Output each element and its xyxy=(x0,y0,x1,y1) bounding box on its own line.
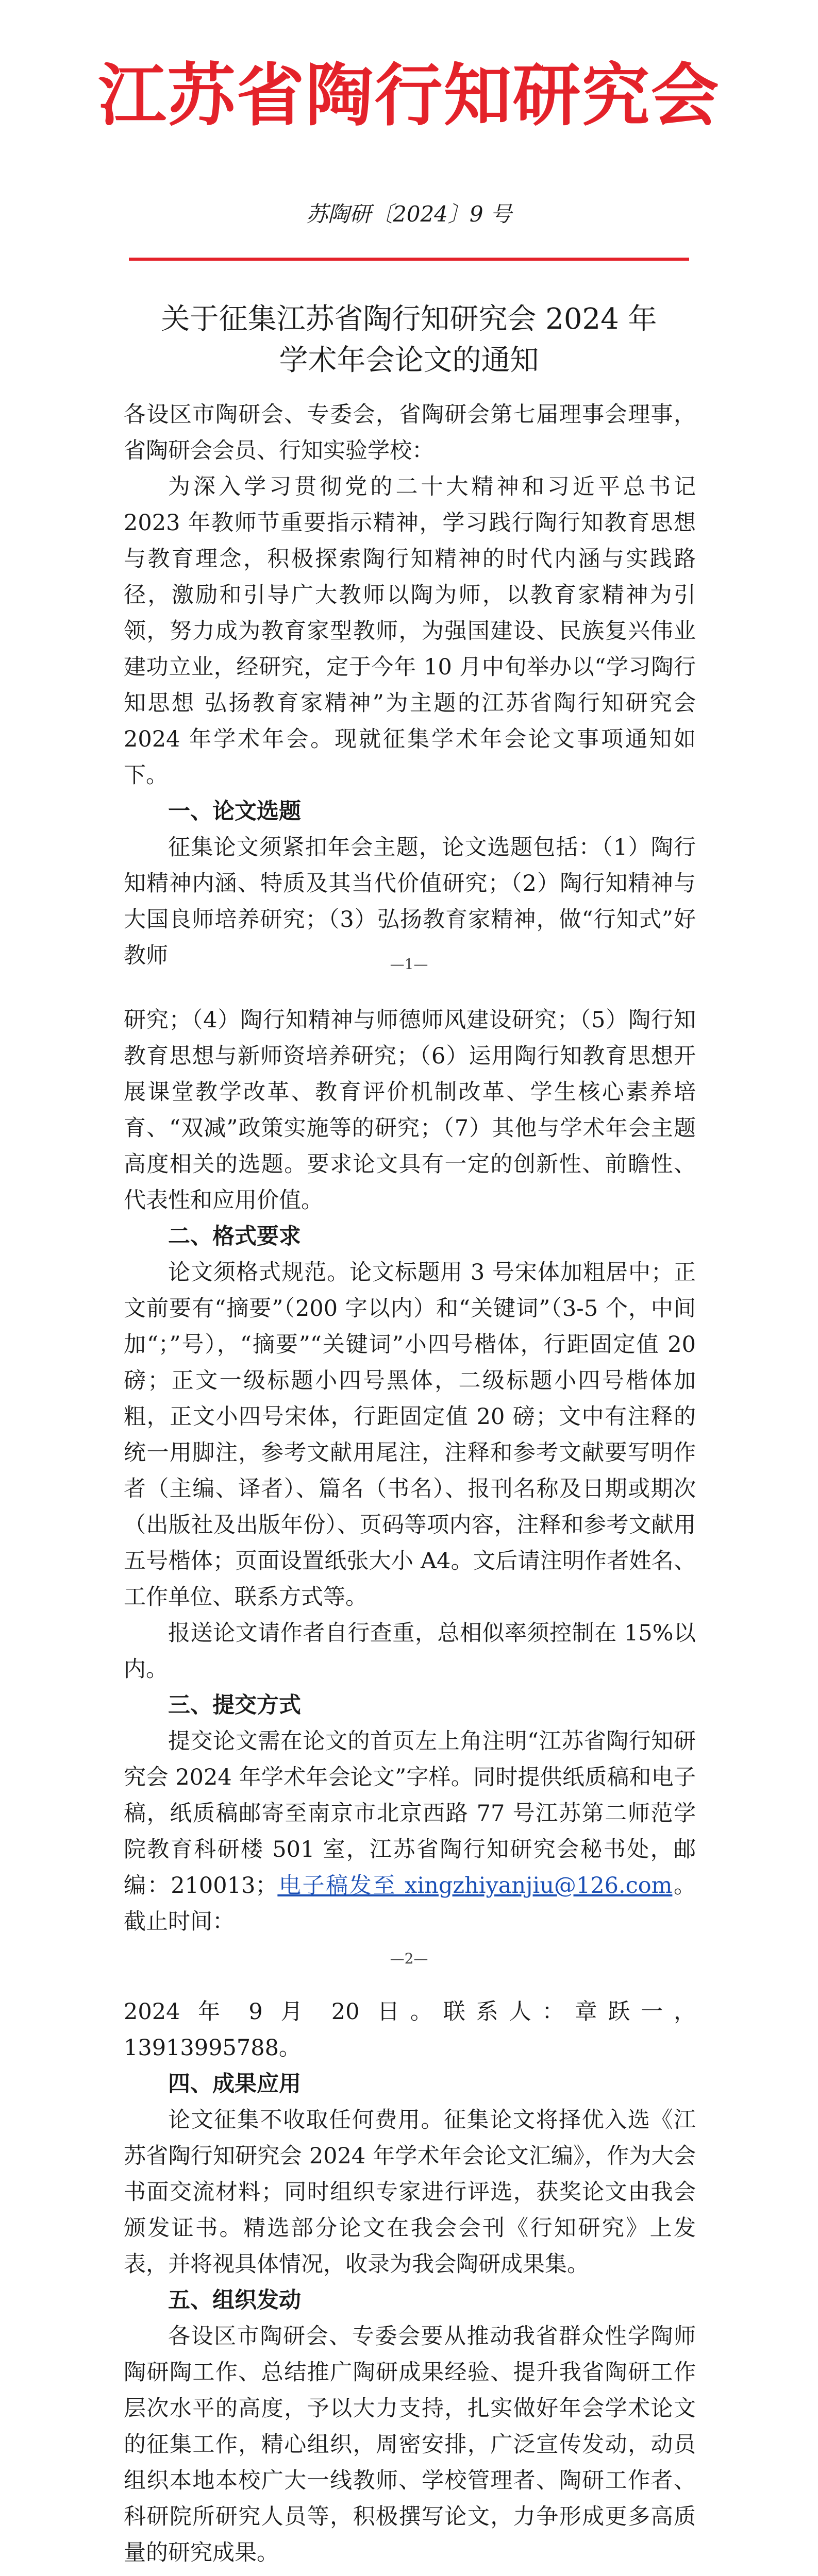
email-link[interactable]: 电子稿发至 xingzhiyanjiu@126.com xyxy=(277,1873,673,1899)
section-1-heading: 一、论文选题 xyxy=(168,799,301,824)
addressee: 各设区市陶研会、专委会，省陶研会第七届理事会理事，省陶研会会员、行知实验学校： xyxy=(124,402,696,464)
red-divider xyxy=(129,258,689,261)
page-3-body xyxy=(124,1994,696,2576)
section-5-paragraph-1: 各设区市陶研会、专委会要从推动我省群众性学陶师陶研陶工作、总结推广陶研成果经验、提升我省陶研工作层次水平的高度，予以大力支持，扎实做好年会学术论文的征集工作，精心组织，周密安排，广泛宣传发动，动员组织本地本校广大一线教师、学校管理者、陶研工作者、科研院所研究人员等，积极撰写论文，力争形成更多高质量的研究成果。 xyxy=(124,2324,696,2566)
section-5-paragraph-2 xyxy=(124,2571,696,2576)
section-3-text: 提交论文需在论文的首页左上角注明“江苏省陶行知研究会 2024 年学术年会论文”字样。同时提供纸质稿和电子稿，纸质稿邮寄至南京市北京西路 77 号江苏第二师范学院教育科研楼 501 室，江苏省陶行知研究会秘书处，邮编：210013； xyxy=(124,1728,696,1899)
page-1-body xyxy=(124,397,696,974)
document-number: 苏陶研〔2024〕9 号 xyxy=(306,201,512,227)
section-4-heading: 四、成果应用 xyxy=(168,2071,301,2097)
section-1-paragraph-part2: 研究；（4）陶行知精神与师德师风建设研究；（5）陶行知教育思想与新师资培养研究；（6）运用陶行知教育思想开展课堂教学改革、教育评价机制改革、学生核心素养培育、“双减”政策实施等的研究；（7）其他与学术年会主题高度相关的选题。要求论文具有一定的创新性、前瞻性、代表性和应用价值。 xyxy=(124,1007,696,1213)
section-2-paragraph-1: 论文须格式规范。论文标题用 3 号宋体加粗居中；正文前要有“摘要”（200 字以内）和“关键词”（3-5 个，中间加“；”号），“摘要”“关键词”小四号楷体，行距固定值 20 磅；正文一级标题小四号黑体，二级标题小四号楷体加粗，正文小四号宋体，行距固定值 20 磅；文中有注释的统一用脚注，参考文献用尾注，注释和参考文献要写明作者（主编、译者）、篇名（书名）、报刊名称及日期或期次（出版社及出版年份）、页码等项内容，注释和参考文献用五号楷体；页面设置纸张大小 A4。文后请注明作者姓名、工作单位、联系方式等。 xyxy=(124,1260,696,1610)
section-3-paragraph xyxy=(124,1723,696,1940)
notice-title xyxy=(103,299,715,381)
section-5-heading: 五、组织发动 xyxy=(168,2287,301,2313)
notice-title-line-2: 学术年会论文的通知 xyxy=(279,344,539,377)
section-2-paragraph-2: 报送论文请作者自行查重，总相似率须控制在 15%以内。 xyxy=(124,1620,696,1682)
page-2-body xyxy=(124,1002,696,1940)
org-header-title: 江苏省陶行知研究会 xyxy=(98,56,720,135)
section-3-text-tail: 。截止时间： xyxy=(124,1873,696,1935)
section-3-paragraph-part2: 2024 年 9 月 20 日。联系人：章跃一，13913995788。 xyxy=(124,1999,696,2061)
section-2-heading: 二、格式要求 xyxy=(168,1224,301,1249)
section-3-heading: 三、提交方式 xyxy=(168,1692,301,1718)
page-number-1: —1— xyxy=(390,956,428,973)
section-4-paragraph: 论文征集不收取任何费用。征集论文将择优入选《江苏省陶行知研究会 2024 年学术年会论文汇编》，作为大会书面交流材料；同时组织专家进行评选，获奖论文由我会颁发证书。精选部分论文在我会会刊《行知研究》上发表，并将视具体情况，收录为我会陶研成果集。 xyxy=(124,2107,696,2277)
page-number-2: —2— xyxy=(390,1950,428,1967)
section-1-paragraph-part1: 征集论文须紧扣年会主题，论文选题包括：（1）陶行知精神内涵、特质及其当代价值研究；（2）陶行知精神与大国良师培养研究；（3）弘扬教育家精神，做“行知式”好教师 xyxy=(124,835,696,969)
intro-paragraph: 为深入学习贯彻党的二十大精神和习近平总书记 2023 年教师节重要指示精神，学习践行陶行知教育思想与教育理念，积极探索陶行知精神的时代内涵与实践路径，激励和引导广大教师以陶为师，以教育家精神为引领，努力成为教育家型教师，为强国建设、民族复兴伟业建功立业，经研究，定于今年 10 月中旬举办以“学习陶行知思想 弘扬教育家精神”为主题的江苏省陶行知研究会 2024 年学术年会。现就征集学术年会论文事项通知如下。 xyxy=(124,474,696,788)
notice-title-line-1: 关于征集江苏省陶行知研究会 2024 年 xyxy=(161,302,657,336)
